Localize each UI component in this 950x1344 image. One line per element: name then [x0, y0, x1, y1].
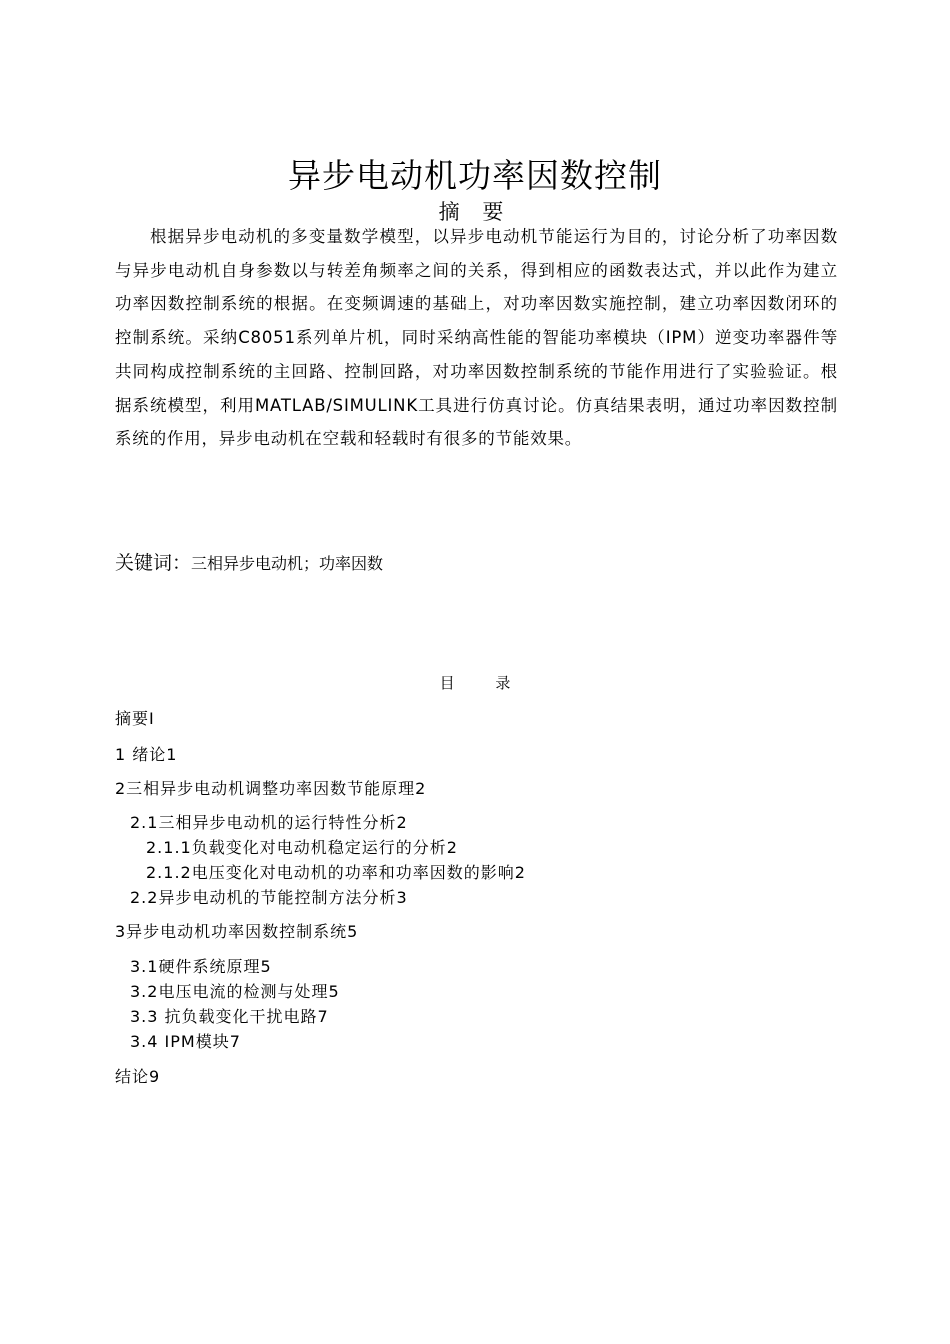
toc-item[interactable]: 摘要Ⅰ — [115, 709, 155, 728]
toc-item[interactable]: 3.3 抗负载变化干扰电路7 — [130, 1007, 329, 1026]
abstract-body: 根据异步电动机的多变量数学模型，以异步电动机节能运行为目的，讨论分析了功率因数与异步电动机自身参数以与转差角频率之间的关系，得到相应的函数表达式，并以此作为建立功率因数控制系统的根据。在变频调速的基础上，对功率因数实施控制，建立功率因数闭环的控制系统。采纳C8051系列单片机，同时采纳高性能的智能功率模块（IPM）逆变功率器件等共同构成控制系统的主回路、控制回路，对功率因数控制系统的节能作用进行了实验验证。根据系统模型，利用MATLAB/SIMULINK工具进行仿真讨论。仿真结果表明，通过功率因数控制系统的作用，异步电动机在空载和轻载时有很多的节能效果。 — [115, 227, 838, 449]
keywords-line — [115, 548, 383, 575]
toc-item[interactable]: 3异步电动机功率因数控制系统5 — [115, 922, 359, 941]
toc-item[interactable]: 2.1.1负载变化对电动机稳定运行的分析2 — [146, 838, 458, 857]
toc-item[interactable]: 2.1三相异步电动机的运行特性分析2 — [130, 813, 408, 832]
toc-item[interactable]: 1 绪论1 — [115, 745, 178, 764]
toc-item[interactable]: 结论9 — [115, 1067, 161, 1086]
toc-item[interactable]: 2.1.2电压变化对电动机的功率和功率因数的影响2 — [146, 863, 526, 882]
toc-heading: 目 录 — [439, 674, 529, 692]
keywords-value: 三相异步电动机；功率因数 — [191, 554, 384, 573]
toc-item[interactable]: 2三相异步电动机调整功率因数节能原理2 — [115, 779, 427, 798]
toc-item[interactable]: 2.2异步电动机的节能控制方法分析3 — [130, 888, 408, 907]
toc-item[interactable]: 3.1硬件系统原理5 — [130, 957, 272, 976]
document-title: 异步电动机功率因数控制 — [288, 156, 662, 195]
abstract-heading: 摘 要 — [438, 200, 512, 224]
toc-item[interactable]: 3.2电压电流的检测与处理5 — [130, 982, 340, 1001]
keywords-label: 关键词： — [115, 552, 192, 574]
toc-item[interactable]: 3.4 IPM模块7 — [130, 1032, 241, 1051]
